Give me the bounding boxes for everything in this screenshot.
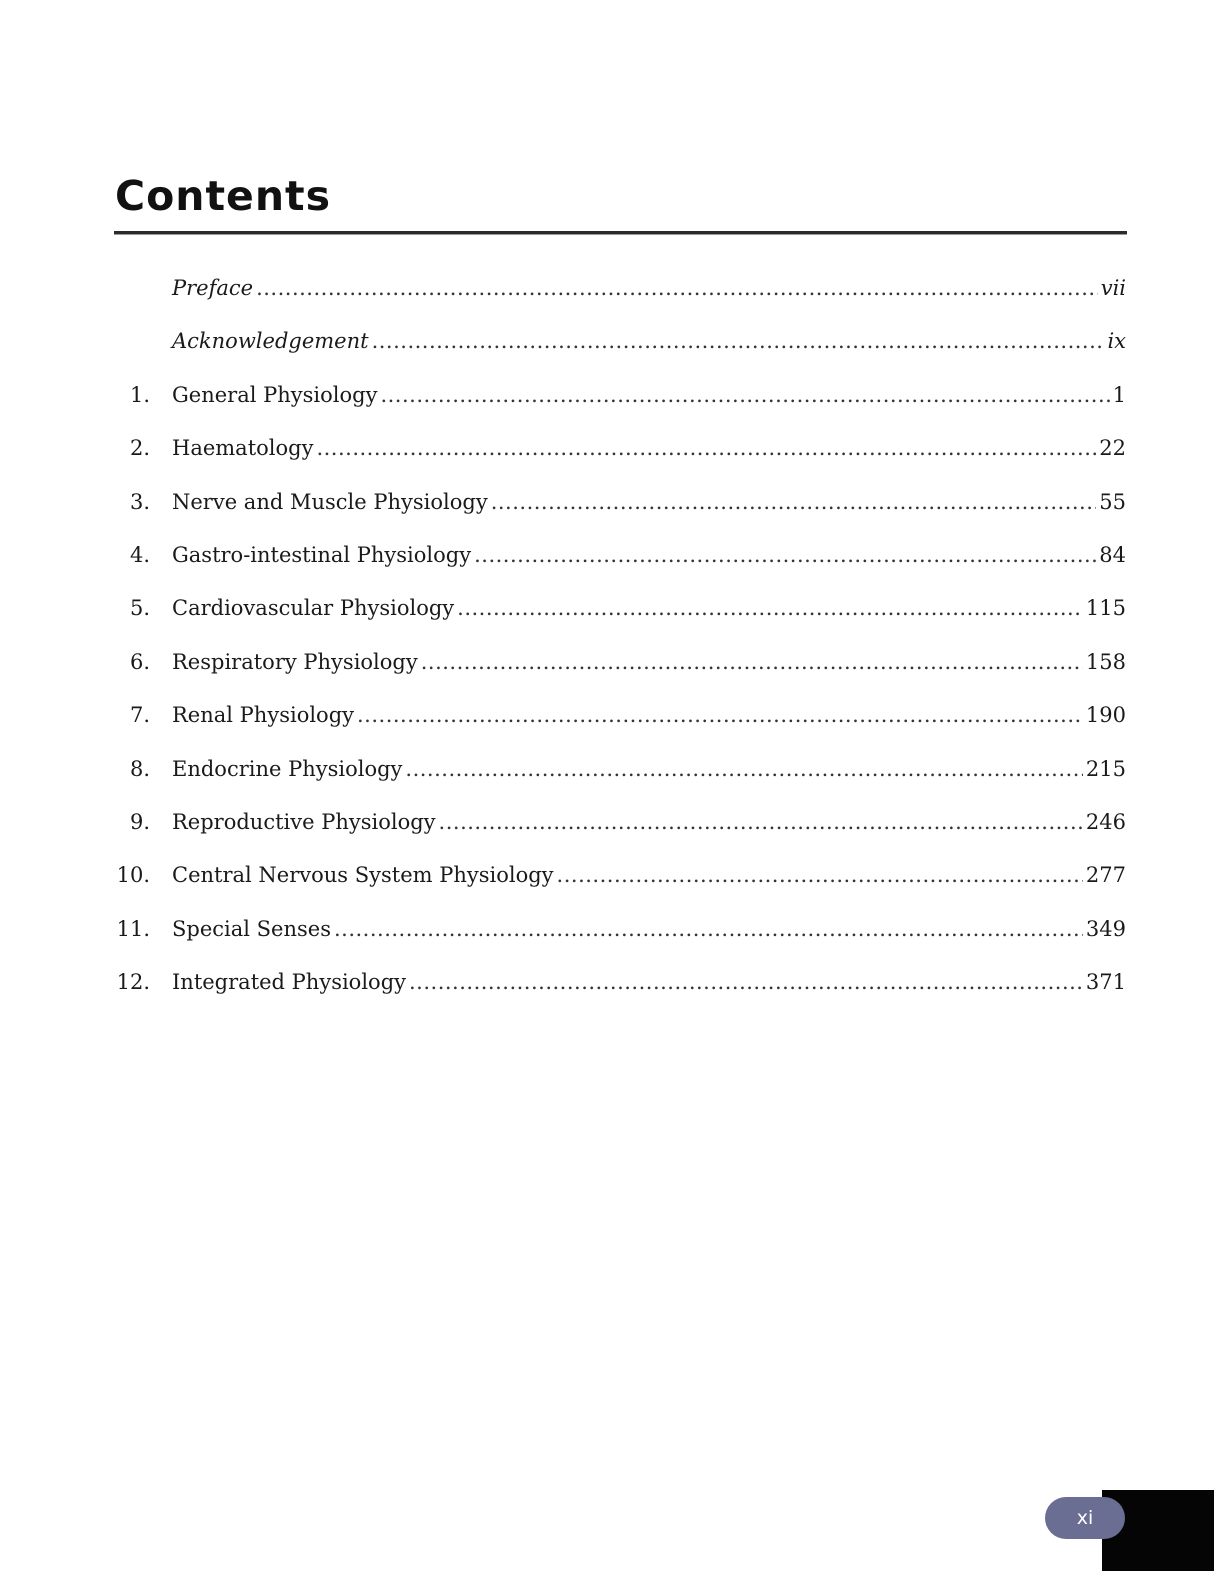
toc-page-number: 246 — [1085, 809, 1126, 834]
toc-entry-chapter-6[interactable] — [106, 636, 1126, 689]
toc-number: 2. — [129, 436, 150, 461]
toc-label: Nerve and Muscle Physiology — [172, 489, 488, 514]
toc-number: 7. — [129, 703, 150, 728]
toc-label: Integrated Physiology — [172, 970, 406, 995]
toc-label: General Physiology — [172, 382, 378, 407]
toc-entry-chapter-10[interactable] — [106, 849, 1126, 902]
dot-leader — [421, 636, 1083, 689]
page-title: Contents — [115, 172, 332, 220]
toc-page-number: 55 — [1099, 489, 1126, 514]
page-folio: xi — [1045, 1497, 1125, 1539]
toc-page-number: 215 — [1085, 756, 1126, 781]
toc-number: 5. — [129, 596, 150, 621]
toc-label: Gastro-intestinal Physiology — [172, 542, 472, 567]
title-rule — [114, 231, 1127, 235]
dot-leader — [357, 689, 1083, 742]
toc-entry-chapter-7[interactable] — [106, 689, 1126, 742]
toc-label: Acknowledgement — [172, 329, 369, 354]
toc-label: Central Nervous System Physiology — [172, 863, 554, 888]
dot-leader — [557, 849, 1083, 902]
toc-number: 12. — [116, 970, 150, 995]
toc-page-number: ix — [1107, 329, 1126, 354]
dot-leader — [474, 529, 1096, 582]
dot-leader — [372, 315, 1105, 368]
toc-number: 6. — [129, 649, 150, 674]
toc-number: 10. — [116, 863, 150, 888]
table-of-contents — [106, 262, 1126, 1009]
toc-label: Endocrine Physiology — [172, 756, 403, 781]
toc-label: Special Senses — [172, 916, 331, 941]
toc-number: 9. — [129, 809, 150, 834]
toc-entry-chapter-9[interactable] — [106, 796, 1126, 849]
toc-page-number: 158 — [1085, 649, 1126, 674]
toc-entry-chapter-11[interactable] — [106, 903, 1126, 956]
toc-entry-chapter-5[interactable] — [106, 582, 1126, 635]
toc-entry-chapter-4[interactable] — [106, 529, 1126, 582]
toc-number: 3. — [129, 489, 150, 514]
toc-entry-acknowledgement[interactable] — [106, 315, 1126, 368]
toc-number: 4. — [129, 542, 150, 567]
toc-label: Respiratory Physiology — [172, 649, 418, 674]
toc-entry-chapter-3[interactable] — [106, 476, 1126, 529]
toc-page-number: 371 — [1085, 970, 1126, 995]
toc-page-number: 277 — [1085, 863, 1126, 888]
dot-leader — [409, 956, 1083, 1009]
toc-page-number: vii — [1100, 276, 1126, 300]
toc-label: Renal Physiology — [172, 703, 354, 728]
toc-number: 1. — [129, 382, 150, 407]
toc-entry-chapter-12[interactable] — [106, 956, 1126, 1009]
toc-number: 8. — [129, 756, 150, 781]
toc-label: Haematology — [172, 436, 314, 461]
dot-leader — [405, 743, 1083, 796]
toc-page-number: 190 — [1085, 703, 1126, 728]
toc-entry-chapter-2[interactable] — [106, 422, 1126, 475]
toc-label: Reproductive Physiology — [172, 809, 436, 834]
toc-page-number: 22 — [1099, 436, 1126, 461]
toc-label: Cardiovascular Physiology — [172, 596, 455, 621]
dot-leader — [334, 903, 1083, 956]
dot-leader — [316, 422, 1096, 475]
toc-page-number: 349 — [1085, 916, 1126, 941]
dot-leader — [457, 582, 1083, 635]
dot-leader — [439, 796, 1083, 849]
toc-entry-chapter-1[interactable] — [106, 369, 1126, 422]
toc-label: Preface — [172, 276, 254, 300]
toc-entry-chapter-8[interactable] — [106, 743, 1126, 796]
toc-page-number: 115 — [1085, 596, 1126, 621]
dot-leader — [380, 369, 1109, 422]
toc-page-number: 84 — [1099, 542, 1126, 567]
toc-page-number: 1 — [1112, 382, 1126, 407]
toc-entry-preface[interactable] — [106, 262, 1126, 315]
toc-number: 11. — [116, 916, 150, 941]
dot-leader — [491, 476, 1097, 529]
dot-leader — [256, 262, 1098, 315]
